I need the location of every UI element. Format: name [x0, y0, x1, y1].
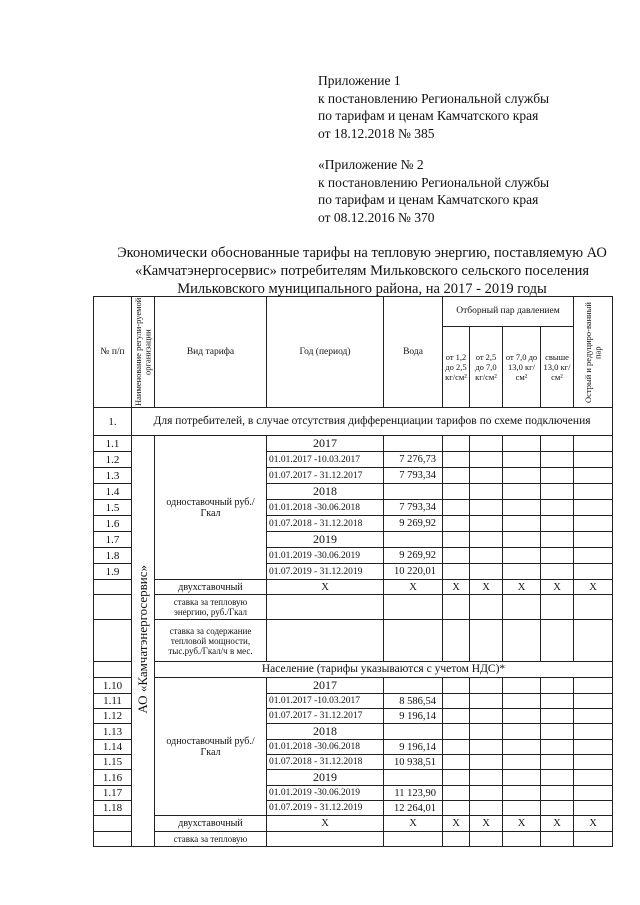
row-num: 1.7	[94, 532, 132, 548]
section-label: Для потребителей, в случае отсутствия дифференциации тарифов по схеме подключения	[132, 408, 613, 436]
value-cell: 9 269,92	[384, 548, 443, 564]
header-pressure-4: свыше 13,0 кг/см²	[541, 327, 574, 408]
header-steam: Отборный пар давлением	[443, 297, 574, 327]
value-cell: 9 196,14	[384, 709, 443, 724]
x-mark: X	[384, 580, 443, 595]
row-num: 1.6	[94, 516, 132, 532]
power-rate-label: ставка за содержание тепловой мощности, тыс.руб./Гкал/ч в мес.	[155, 620, 267, 662]
row-num: 1.5	[94, 500, 132, 516]
annex-1-line: от 18.12.2018 № 385	[318, 125, 435, 141]
x-mark: X	[574, 816, 613, 832]
table-row	[94, 436, 613, 452]
annex-2-line: по тарифам и ценам Камчатского края	[318, 192, 539, 207]
year-cell: 2017	[267, 678, 384, 694]
annex-2-header	[318, 156, 549, 226]
period-cell: 01.07.2019 - 31.12.2019	[267, 801, 384, 816]
row-num: 1.10	[94, 678, 132, 694]
annex-1-line: к постановлению Региональной службы	[318, 90, 550, 106]
org-name: АО «Камчатэнергосервис»	[135, 565, 150, 714]
year-cell: 2017	[267, 436, 384, 452]
value-cell: 7 276,73	[384, 452, 443, 468]
org-name-cell	[132, 436, 155, 847]
annex-2-line: к постановлению Региональной службы	[318, 174, 550, 190]
row-num: 1.13	[94, 724, 132, 740]
row-num: 1.3	[94, 468, 132, 484]
header-pressure-2: от 2,5 до 7,0 кг/см²	[470, 327, 503, 408]
period-cell: 01.01.2017 -10.03.2017	[267, 694, 384, 709]
energy-rate-row	[94, 832, 613, 847]
header-pressure-3: от 7,0 до 13,0 кг/см²	[503, 327, 541, 408]
value-cell: 9 196,14	[384, 740, 443, 755]
x-mark: X	[267, 816, 384, 832]
annex-1-header	[318, 72, 549, 142]
value-cell: 11 123,90	[384, 786, 443, 801]
row-num: 1.12	[94, 709, 132, 724]
table-row	[94, 678, 613, 694]
energy-rate-label: ставка за тепловую	[155, 832, 267, 847]
power-rate-row	[94, 620, 613, 662]
x-mark: X	[384, 816, 443, 832]
year-cell: 2018	[267, 724, 384, 740]
value-cell: 9 269,92	[384, 516, 443, 532]
period-cell: 01.07.2017 - 31.12.2017	[267, 468, 384, 484]
value-cell: 7 793,34	[384, 500, 443, 516]
header-type: Вид тарифа	[155, 297, 267, 408]
annex-2-line: «Приложение № 2	[318, 157, 424, 172]
annex-2-line: от 08.12.2016 № 370	[318, 209, 435, 225]
value-cell: 7 793,34	[384, 468, 443, 484]
x-mark: X	[470, 816, 503, 832]
x-mark: X	[503, 580, 541, 595]
row-num: 1.18	[94, 801, 132, 816]
header-water: Вода	[384, 297, 443, 408]
two-rate-row	[94, 580, 613, 595]
value-cell: 8 586,54	[384, 694, 443, 709]
annex-1-line: по тарифам и ценам Камчатского края	[318, 108, 539, 123]
row-num: 1.9	[94, 564, 132, 580]
header-num: № п/п	[94, 297, 132, 408]
period-cell: 01.01.2019 -30.06.2019	[267, 548, 384, 564]
energy-rate-row	[94, 595, 613, 620]
title-line: «Камчатэнергосервис» потребителям Мильковского сельского поселения	[134, 263, 590, 279]
section-row	[94, 662, 613, 678]
header-row	[94, 297, 613, 327]
row-num: 1.1	[94, 436, 132, 452]
row-num: 1.11	[94, 694, 132, 709]
annex-1-line: Приложение 1	[318, 73, 401, 88]
header-sharp-steam: Острый и редуциро-ванный пар	[574, 297, 613, 408]
period-cell: 01.01.2019 -30.06.2019	[267, 786, 384, 801]
header-period: Год (период)	[267, 297, 384, 408]
period-cell: 01.07.2018 - 31.12.2018	[267, 755, 384, 770]
period-cell: 01.07.2019 - 31.12.2019	[267, 564, 384, 580]
header-org: Наименование регули-руемой организации	[132, 297, 155, 408]
x-mark: X	[267, 580, 384, 595]
energy-rate-label: ставка за тепловую энергию, руб./Гкал	[155, 595, 267, 620]
title-line: Экономически обоснованные тарифы на тепловую энергию, поставляемую АО	[117, 245, 607, 261]
row-num: 1.14	[94, 740, 132, 755]
row-num: 1.15	[94, 755, 132, 770]
section-num: 1.	[94, 408, 132, 436]
single-rate-label: одноставочный руб./Гкал	[155, 436, 267, 580]
period-cell: 01.01.2018 -30.06.2018	[267, 500, 384, 516]
x-mark: X	[443, 580, 470, 595]
period-cell: 01.07.2018 - 31.12.2018	[267, 516, 384, 532]
row-num: 1.4	[94, 484, 132, 500]
single-rate-label: одноставочный руб./Гкал	[155, 678, 267, 816]
section-row	[94, 408, 613, 436]
header-pressure-1: от 1,2 до 2,5 кг/см²	[443, 327, 470, 408]
two-rate-row	[94, 816, 613, 832]
x-mark: X	[443, 816, 470, 832]
row-num: 1.16	[94, 770, 132, 786]
two-rate-label: двухставочный	[155, 580, 267, 595]
value-cell: 10 938,51	[384, 755, 443, 770]
period-cell: 01.01.2018 -30.06.2018	[267, 740, 384, 755]
row-num: 1.8	[94, 548, 132, 564]
period-cell: 01.01.2017 -10.03.2017	[267, 452, 384, 468]
x-mark: X	[541, 816, 574, 832]
row-num: 1.2	[94, 452, 132, 468]
x-mark: X	[470, 580, 503, 595]
value-cell: 12 264,01	[384, 801, 443, 816]
two-rate-label: двухставочный	[155, 816, 267, 832]
year-cell: 2018	[267, 484, 384, 500]
title-line: Мильковского муниципального района, на 2017 - 2019 годы	[177, 281, 547, 297]
row-num: 1.17	[94, 786, 132, 801]
x-mark: X	[503, 816, 541, 832]
x-mark: X	[541, 580, 574, 595]
tariff-table	[93, 296, 613, 847]
period-cell: 01.07.2017 - 31.12.2017	[267, 709, 384, 724]
document-title	[92, 244, 632, 298]
value-cell: 10 220,01	[384, 564, 443, 580]
year-cell: 2019	[267, 770, 384, 786]
section-label: Население (тарифы указываются с учетом НДС)*	[155, 662, 613, 678]
year-cell: 2019	[267, 532, 384, 548]
x-mark: X	[574, 580, 613, 595]
